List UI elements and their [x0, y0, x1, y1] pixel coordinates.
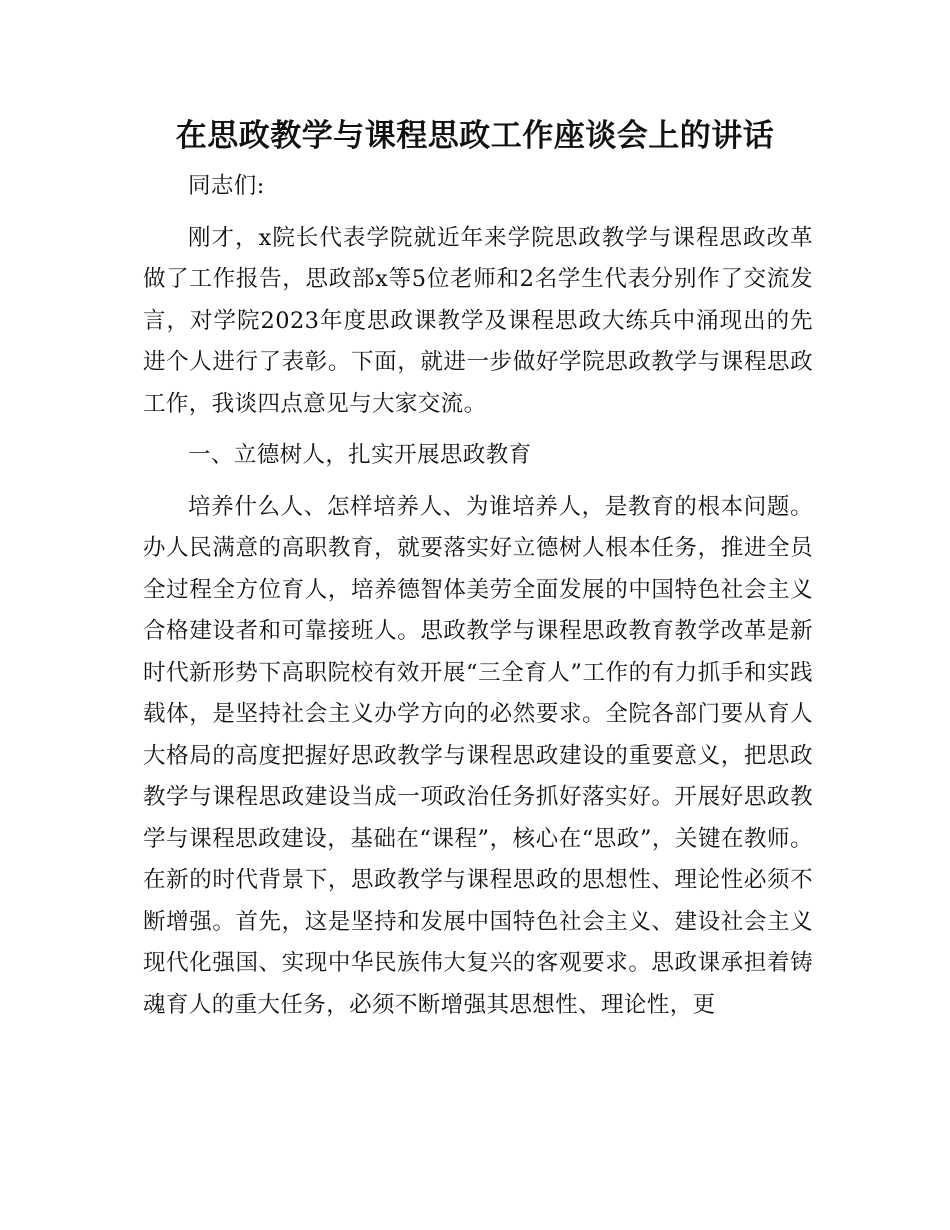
- intro-paragraph: 刚才，x院长代表学院就近年来学院思政教学与课程思政改革做了工作报告，思政部x等5位老师和2名学生代表分别作了交流发言，对学院2023年度思政课教学及课程思政大练兵中涌现出的先进个人进行了表彰。下面，就进一步做好学院思政教学与课程思政工作，我谈四点意见与大家交流。: [143, 224, 813, 417]
- section-paragraph: 培养什么人、怎样培养人、为谁培养人，是教育的根本问题。办人民满意的高职教育，就要落实好立德树人根本任务，推进全员全过程全方位育人，培养德智体美劳全面发展的中国特色社会主义合格建设者和可靠接班人。思政教学与课程思政教育教学改革是新时代新形势下高职院校有效开展“三全育人”工作的有力抓手和实践载体，是坚持社会主义办学方向的必然要求。全院各部门要从育人大格局的高度把握好思政教学与课程思政建设的重要意义，把思政教学与课程思政建设当成一项政治任务抓好落实好。开展好思政教学与课程思政建设，基础在“课程”，核心在“思政”，关键在教师。在新的时代背景下，思政教学与课程思政的思想性、理论性必须不断增强。首先，这是坚持和发展中国特色社会主义、建设社会主义现代化强国、实现中华民族伟大复兴的客观要求。思政课承担着铸魂育人的重大任务，必须不断增强其思想性、理论性，更: [143, 493, 813, 1018]
- section-heading: 一、立德树人，扎实开展思政教育: [188, 442, 532, 468]
- greeting-line: 同志们:: [188, 173, 265, 199]
- document-title: 在思政教学与课程思政工作座谈会上的讲话: [175, 118, 775, 154]
- document-body: [143, 166, 813, 1036]
